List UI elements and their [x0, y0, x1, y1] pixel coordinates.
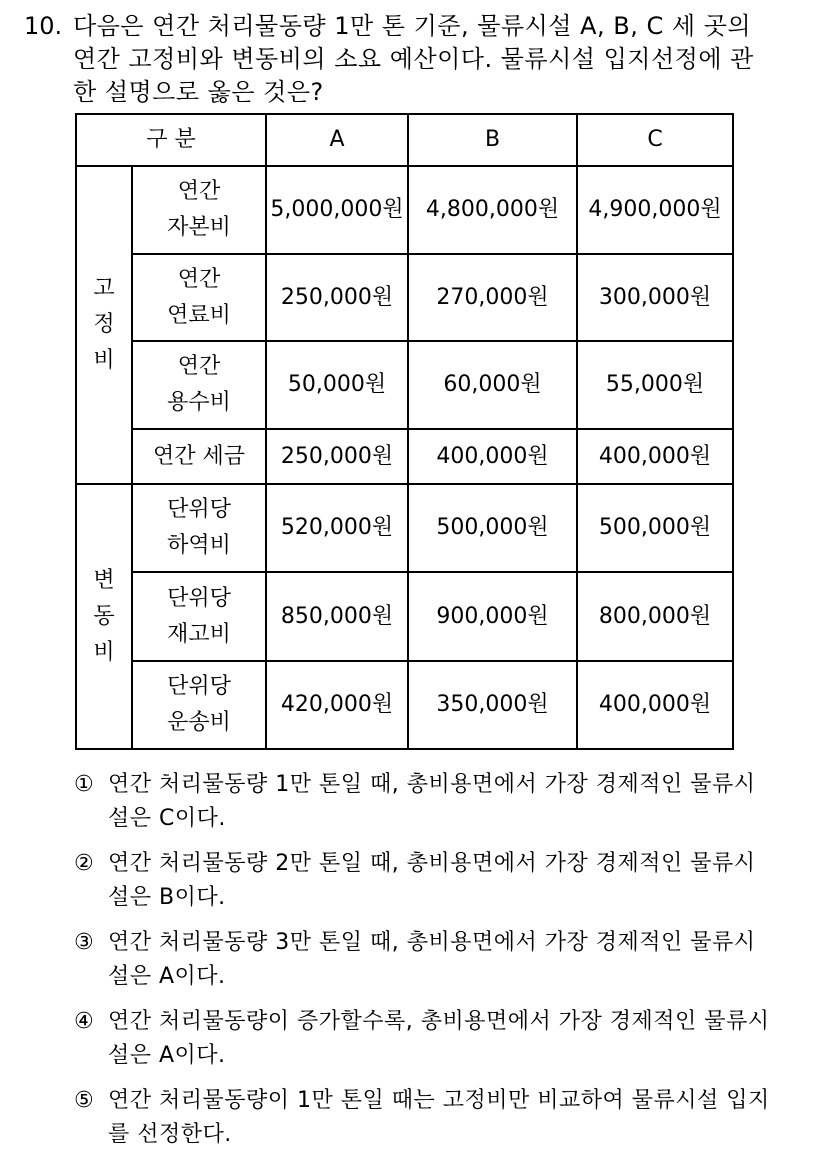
- cell-b: 350,000원: [408, 661, 577, 749]
- header-col-c: C: [577, 114, 733, 166]
- answer-options: [74, 768, 774, 1163]
- row-item-line: 단위당: [167, 585, 231, 611]
- table-row: [76, 429, 733, 484]
- option-number: ③: [74, 930, 94, 955]
- cell-a: 50,000원: [266, 341, 408, 429]
- cell-b: 270,000원: [408, 254, 577, 341]
- option-3[interactable]: [74, 926, 774, 994]
- cell-c: 300,000원: [577, 254, 733, 341]
- cell-b: 400,000원: [408, 429, 577, 484]
- cell-b: 500,000원: [408, 484, 577, 572]
- table-row: [76, 341, 733, 429]
- cell-a: 420,000원: [266, 661, 408, 749]
- row-item-line: 연간: [177, 354, 221, 379]
- cell-c: 4,900,000원: [577, 166, 733, 254]
- row-item: 연간 세금: [132, 429, 266, 484]
- row-item-line: 연간: [177, 179, 221, 204]
- group-label-char: 정: [93, 312, 115, 337]
- row-item: [132, 661, 266, 749]
- cell-a: 850,000원: [266, 572, 408, 661]
- group-label-char: 비: [93, 348, 115, 373]
- option-text: 연간 처리물동량 3만 톤일 때, 총비용면에서 가장 경제적인 물류시설은 A이다.: [108, 930, 756, 989]
- question-text: 다음은 연간 처리물동량 1만 톤 기준, 물류시설 A, B, C 세 곳의 연간 고정비와 변동비의 소요 예산이다. 물류시설 입지선정에 관한 설명으로 옳은 것은?: [73, 12, 754, 106]
- group-label-fixed: [76, 166, 132, 484]
- row-item-line: 용수비: [167, 390, 231, 415]
- option-text: 연간 처리물동량이 1만 톤일 때는 고정비만 비교하여 물류시설 입지를 선정한다.: [108, 1088, 770, 1147]
- table-header-row: [76, 114, 733, 166]
- row-item-line: 운송비: [167, 710, 231, 735]
- row-item-line: 단위당: [167, 497, 231, 522]
- table-row: [76, 484, 733, 572]
- row-item-line: 재고비: [167, 621, 231, 647]
- option-1[interactable]: [74, 768, 774, 836]
- option-5[interactable]: [74, 1084, 774, 1152]
- cell-b: 4,800,000원: [408, 166, 577, 254]
- cell-a: 5,000,000원: [266, 166, 408, 254]
- row-item: [132, 254, 266, 341]
- row-item: [132, 341, 266, 429]
- cell-c: 400,000원: [577, 661, 733, 749]
- cell-c: 400,000원: [577, 429, 733, 484]
- group-label-char: 비: [93, 639, 115, 665]
- option-text: 연간 처리물동량 1만 톤일 때, 총비용면에서 가장 경제적인 물류시설은 C이다.: [108, 772, 756, 831]
- cell-a: 520,000원: [266, 484, 408, 572]
- group-label-char: 고: [93, 276, 115, 301]
- option-number: ①: [74, 772, 94, 797]
- row-item: [132, 572, 266, 661]
- table-row: [76, 254, 733, 341]
- row-item-line: 연료비: [167, 302, 231, 328]
- cell-a: 250,000원: [266, 254, 408, 341]
- row-item-line: 단위당: [167, 674, 231, 699]
- option-text: 연간 처리물동량 2만 톤일 때, 총비용면에서 가장 경제적인 물류시설은 B이다.: [108, 851, 756, 910]
- row-item: [132, 166, 266, 254]
- cell-c: 800,000원: [577, 572, 733, 661]
- cell-c: 500,000원: [577, 484, 733, 572]
- option-2[interactable]: [74, 847, 774, 915]
- group-label-variable: [76, 484, 132, 749]
- cell-b: 60,000원: [408, 341, 577, 429]
- table-row: [76, 661, 733, 749]
- table-row: [76, 572, 733, 661]
- option-number: ④: [74, 1009, 94, 1034]
- option-4[interactable]: [74, 1005, 774, 1073]
- row-item: [132, 484, 266, 572]
- group-label-char: 동: [93, 603, 115, 629]
- cost-table: [75, 113, 734, 750]
- header-col-b: B: [408, 114, 577, 166]
- header-col-a: A: [266, 114, 408, 166]
- option-number: ⑤: [74, 1088, 94, 1113]
- row-item-line: 자본비: [167, 215, 231, 240]
- question-number: 10.: [24, 12, 63, 40]
- cell-c: 55,000원: [577, 341, 733, 429]
- option-text: 연간 처리물동량이 증가할수록, 총비용면에서 가장 경제적인 물류시설은 A이다.: [108, 1009, 770, 1068]
- row-item-line: 연간: [177, 266, 221, 292]
- option-number: ②: [74, 851, 94, 876]
- cell-a: 250,000원: [266, 429, 408, 484]
- header-category: 구 분: [76, 114, 266, 166]
- table-row: [76, 166, 733, 254]
- group-label-char: 변: [93, 567, 115, 593]
- cell-b: 900,000원: [408, 572, 577, 661]
- row-item-line: 하역비: [167, 533, 231, 558]
